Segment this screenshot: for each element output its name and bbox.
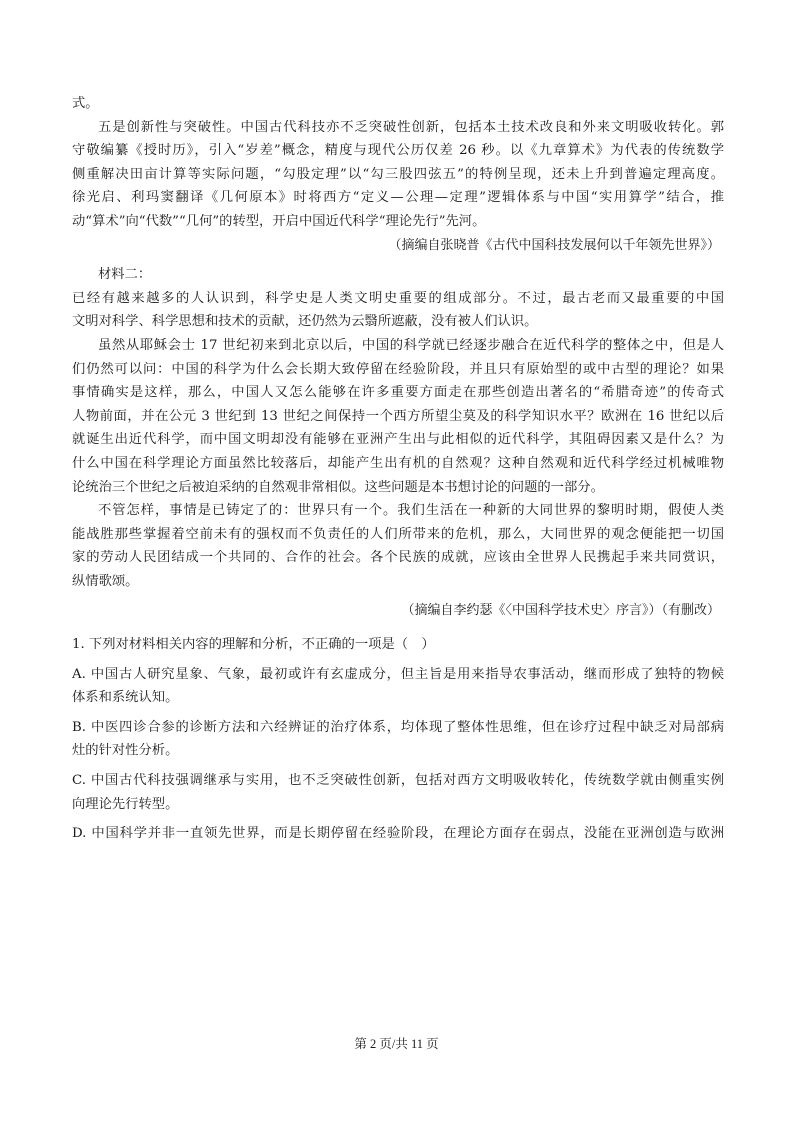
source-citation-2: （摘编自李约瑟《〈中国科学技术史〉序言》）（有删改） xyxy=(401,603,720,619)
text-line: 家的劳动人民团结成一个共同的、合作的社会。各个民族的成就，应该由全世界人民携起手来共同赏识， xyxy=(72,550,724,566)
text-line: 动“算术”向“代数”“几何”的转型，开启中国近代科学“理论先行”先河。 xyxy=(72,213,486,229)
text-line: 已经有越来越多的人认识到，科学史是人类文明史重要的组成部分。不过，最古老而又最重要的中国 xyxy=(72,290,724,306)
text-line: 文明对科学、科学思想和技术的贡献，还仍然为云翳所遮蔽，没有被人们认识。 xyxy=(72,314,538,330)
text-line: 守敬编纂《授时历》，引入“岁差”概念，精度与现代公历仅差 26 秒。以《九章算术》为代表的传统数学 xyxy=(72,143,724,159)
text-line: 虽然从耶稣会士 17 世纪初来到北京以后，中国的科学就已经逐步融合在近代科学的整体之中，但是人 xyxy=(98,337,724,353)
option-text-line: 体系和系统认知。 xyxy=(72,690,179,706)
option-text-line: A. 中国古人研究星象、气象，最初或许有玄虚成分，但主旨是用来指导农事活动，继而形成了独特的物候 xyxy=(72,666,724,682)
text-line: 徐光启、利玛窦翻译《几何原本》时将西方“定义—公理—定理”逻辑体系与中国“实用算学”结合，推 xyxy=(72,190,724,206)
answer-option xyxy=(72,769,724,816)
text-line: 人物前面，并在公元 3 世纪到 13 世纪之间保持一个西方所望尘莫及的科学知识水平？欧洲在 16 世纪以后 xyxy=(72,408,724,424)
text-line: 论统治三个世纪之后被迫采纳的自然观非常相似。这些问题是本书想讨论的问题的一部分。 xyxy=(72,479,604,495)
text-line: 事情确实是这样，那么，中国人又怎么能够在许多重要方面走在那些创造出著名的“希腊奇迹”的传奇式 xyxy=(72,385,724,401)
option-text-line: 灶的针对性分析。 xyxy=(72,743,179,759)
answer-option xyxy=(72,716,724,763)
material-one-paragraph xyxy=(72,92,724,234)
page-number-footer: 第 2 页/共 11 页 xyxy=(354,1037,439,1051)
source-citation-1: （摘编自张晓普《古代中国科技发展何以千年领先世界》） xyxy=(388,237,720,253)
text-line: 们仍然可以问：中国的科学为什么会长期大致停留在经验阶段，并且只有原始型的或中古型的理论？如果 xyxy=(72,361,724,377)
option-text-line: D. 中国科学并非一直领先世界，而是长期停留在经验阶段，在理论方面存在弱点，没能在亚洲创造与欧洲 xyxy=(72,826,724,842)
answer-option xyxy=(72,663,724,710)
text-line: 式。 xyxy=(72,96,99,111)
text-line: 五是创新性与突破性。中国古代科技亦不乏突破性创新，包括本土技术改良和外来文明吸收转化。郭 xyxy=(98,119,724,135)
material-two-text xyxy=(72,287,724,594)
text-line: 纵情歌颂。 xyxy=(72,573,139,589)
option-text-line: C. 中国古代科技强调继承与实用，也不乏突破性创新，包括对西方文明吸收转化，传统数学就由侧重实例 xyxy=(72,773,724,789)
text-line: 侧重解决田亩计算等实际问题，“勾股定理”以“勾三股四弦五”的特例呈现，还未上升到普遍定理高度。 xyxy=(72,166,724,182)
answer-option xyxy=(72,822,724,846)
question-options xyxy=(72,663,724,846)
option-text-line: 向理论先行转型。 xyxy=(72,796,179,812)
text-line: 能战胜那些掌握着空前未有的强权而不负责任的人们所带来的危机，那么，大同世界的观念便能把一切国 xyxy=(72,526,724,542)
question-stem: 1. 下列对材料相关内容的理解和分析，不正确的一项是（ ） xyxy=(72,637,435,653)
text-line: 不管怎样，事情是已铸定了的：世界只有一个。我们生活在一种新的大同世界的黎明时期，假使人类 xyxy=(98,503,724,519)
material-two-label: 材料二： xyxy=(98,267,152,283)
text-line: 什么中国在科学理论方面虽然比较落后，却能产生出有机的自然观？这种自然观和近代科学经过机械唯物 xyxy=(72,455,724,471)
text-line: 就诞生出近代科学，而中国文明却没有能够在亚洲产生出与此相似的近代科学，其阻碍因素又是什么？为 xyxy=(72,432,724,448)
option-text-line: B. 中医四诊合参的诊断方法和六经辨证的治疗体系，均体现了整体性思维，但在诊疗过程中缺乏对局部病 xyxy=(72,719,724,735)
document-page xyxy=(72,92,724,846)
